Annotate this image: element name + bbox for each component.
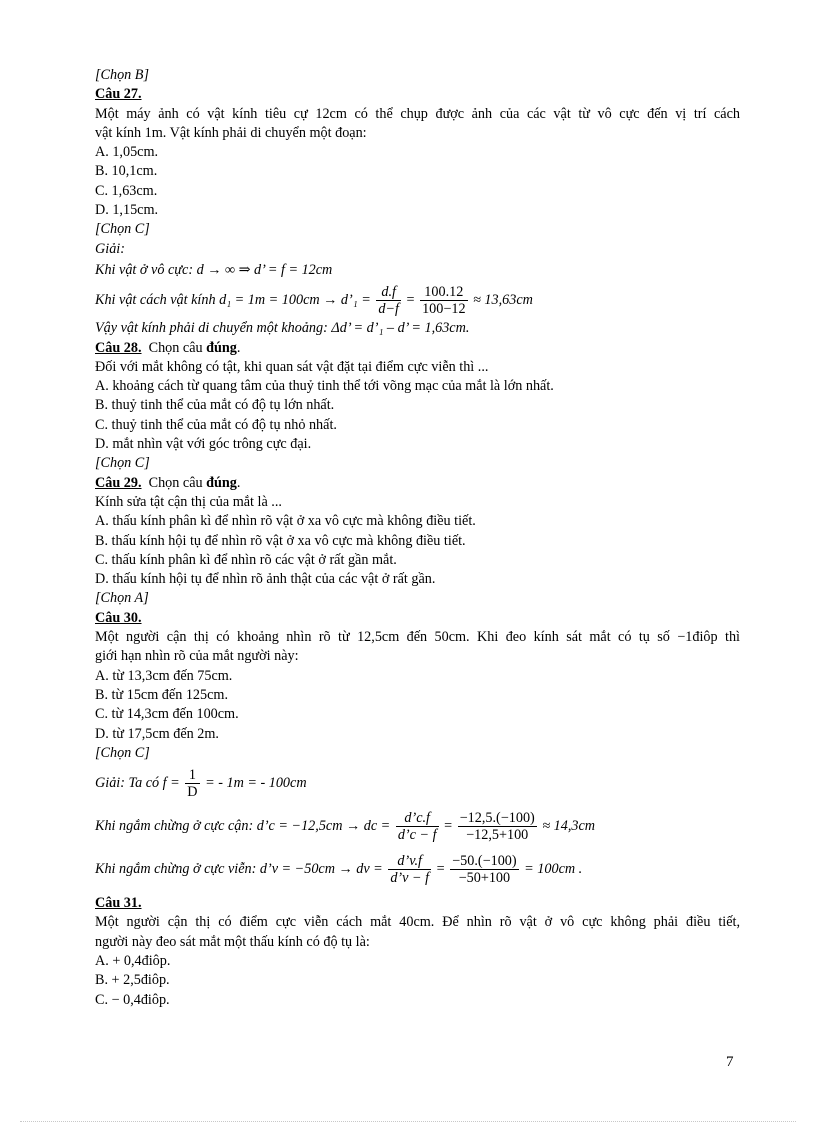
q30-eq2-f1-num: d’c.f <box>396 810 439 827</box>
q30-answer: [Chọn C] <box>95 744 150 761</box>
q27-option-a: A. 1,05cm. <box>95 144 159 161</box>
q30-option-a: A. từ 13,3cm đến 75cm. <box>95 667 233 684</box>
q31-option-c: C. − 0,4điôp. <box>95 991 170 1008</box>
q27-eq3: Vậy vật kính phải di chuyển một khoảng: Δd’ = d’₁ – d’ = 1,63cm. <box>95 320 470 337</box>
q30-line1: Một người cận thị có khoảng nhìn rõ từ 12,5cm đến 50cm. Khi đeo kính sát mắt có tụ số −1điôp thì <box>95 629 740 646</box>
q29-prompt: Chọn câu <box>148 474 203 491</box>
q30-eq1-left: Giải: Ta có f = <box>95 774 180 791</box>
q30-eq1-right: = - 1m = - 100cm <box>205 774 307 791</box>
q30-eq2-fraction-2 <box>458 810 537 843</box>
q30-line2: giới hạn nhìn rõ của mắt người này: <box>95 648 299 665</box>
q30-eq3-f2-num: −50.(−100) <box>452 853 517 870</box>
q30-eq2-f2-num: −12,5.(−100) <box>459 810 535 827</box>
q29-prompt-bold: đúng <box>206 474 237 491</box>
q27-eq2-fraction-2 <box>420 284 467 317</box>
q31-line1: Một người cận thị có điểm cực viễn cách mắt 40cm. Để nhìn rõ vật ở vô cực không phải điều tiết, <box>95 914 740 931</box>
q29-heading-line: Câu 29. Chọn câu đúng. <box>95 474 241 491</box>
q30-option-c: C. từ 14,3cm đến 100cm. <box>95 706 239 723</box>
q31-option-b: B. + 2,5điôp. <box>95 972 170 989</box>
q30-eq2-result: ≈ 14,3cm <box>542 817 596 834</box>
q27-eq2: Khi vật cách vật kính d₁ = 1m = 100cm → d’₁ = $\frac{d.f}{d-f}$ = $\frac{100.12}{100-12}$ ≈ 13,63cm <box>95 284 533 318</box>
q29-heading: Câu 29. <box>95 474 142 491</box>
q30-eq3-left: Khi ngắm chừng ở cực viễn: d’v = −50cm → dv = <box>95 860 383 877</box>
q27-eq2-f2-num: 100.12 <box>420 284 467 301</box>
page-bottom-divider <box>20 1121 796 1122</box>
q28-heading: Câu 28. <box>95 339 142 356</box>
q29-option-d: D. thấu kính hội tụ để nhìn rõ ảnh thật của các vật ở rất gần. <box>95 571 436 588</box>
q27-heading: Câu 27. <box>95 86 142 103</box>
q30-eq3-result: = 100cm . <box>524 860 583 877</box>
content-column <box>95 66 740 1010</box>
prev-answer: [Chọn B] <box>95 67 149 83</box>
q30-eq3-f1-den: d’v − f <box>390 870 430 887</box>
q30-eq2-left: Khi ngắm chừng ở cực cận: d’c = −12,5cm → dc = <box>95 817 391 834</box>
q27-option-c: C. 1,63cm. <box>95 182 158 199</box>
q27-eq2-result: ≈ 13,63cm <box>473 292 533 309</box>
q30-eq1 <box>95 767 740 800</box>
q28-option-a: A. khoảng cách từ quang tâm của thuỷ tinh thể tới võng mạc của mắt là lớn nhất. <box>95 378 554 395</box>
q29-option-b: B. thấu kính hội tụ để nhìn rõ vật ở xa vô cực mà không điều tiết. <box>95 532 466 549</box>
q28-answer: [Chọn C] <box>95 455 150 472</box>
q28-option-c: C. thuỷ tinh thể của mắt có độ tụ nhỏ nhất. <box>95 416 337 433</box>
q30-eq1-den: D <box>187 784 198 801</box>
q27-solution-label: Giải: <box>95 240 125 257</box>
q27-option-d: D. 1,15cm. <box>95 202 159 219</box>
q28-prompt-bold: đúng <box>206 339 237 356</box>
q28-option-d: D. mắt nhìn vật với góc trông cực đại. <box>95 436 312 453</box>
q31-heading: Câu 31. <box>95 895 142 912</box>
q30-eq3-fraction-2 <box>450 853 518 886</box>
q29-option-c: C. thấu kính phân kì để nhìn rõ các vật ở rất gần mắt. <box>95 551 397 568</box>
q30-eq3-f2-den: −50+100 <box>458 870 511 887</box>
q27-answer: [Chọn C] <box>95 221 150 238</box>
q30-eq2: Khi ngắm chừng ở cực cận: d’c = −12,5cm → dc = $\frac{d’c.f}{d’c - f}$ = $\frac{-12,5.(-100)}{-12,5+100}$ ≈ 14,3cm <box>95 810 596 844</box>
q27-eq2-f2-den: 100−12 <box>422 301 466 318</box>
page-number: 7 <box>726 1054 734 1070</box>
q30-eq2-fraction-1 <box>396 810 439 843</box>
q29-option-a: A. thấu kính phân kì để nhìn rõ vật ở xa vô cực mà không điều tiết. <box>95 513 476 530</box>
q27-eq2-left: Khi vật cách vật kính d₁ = 1m = 100cm → d’₁ = <box>95 292 371 309</box>
q27-line2: vật kính 1m. Vật kính phải di chuyển một đoạn: <box>95 124 367 141</box>
q27-eq2-f1-den: d−f <box>378 301 399 318</box>
q30-eq3-fraction-1 <box>388 853 431 886</box>
q30-option-b: B. từ 15cm đến 125cm. <box>95 686 228 703</box>
q30-eq2-f1-den: d’c − f <box>397 827 437 844</box>
q30-eq2-f2-den: −12,5+100 <box>466 827 529 844</box>
q27-eq2-f1-num: d.f <box>376 284 401 301</box>
q31-line2: người này đeo sát mắt một thấu kính có độ tụ là: <box>95 933 370 950</box>
q28-heading-line: Câu 28. Chọn câu đúng. <box>95 339 241 356</box>
q30-heading: Câu 30. <box>95 609 142 626</box>
q27-eq2-fraction-1 <box>376 284 401 317</box>
q30-eq1-num: 1 <box>185 767 199 784</box>
q27-eq1: Khi vật ở vô cực: d → ∞ ⇒ d’ = f = 12cm <box>95 261 333 278</box>
q30-eq3: Khi ngắm chừng ở cực viễn: d’v = −50cm → dv = $\frac{d’v.f}{d’v - f}$ = $\frac{-50.(-100)}{-50+100}$ = 100cm . <box>95 853 583 887</box>
q27-option-b: B. 10,1cm. <box>95 163 158 180</box>
q27-line1: Một máy ảnh có vật kính tiêu cự 12cm có thể chụp được ảnh của các vật từ vô cực đến vị trí cách <box>95 105 740 122</box>
q29-line1: Kính sửa tật cận thị của mắt là ... <box>95 493 282 510</box>
q30-eq1-fraction <box>185 767 199 800</box>
q30-option-d: D. từ 17,5cm đến 2m. <box>95 725 219 742</box>
q28-option-b: B. thuỷ tinh thể của mắt có độ tụ lớn nhất. <box>95 397 335 414</box>
q29-answer: [Chọn A] <box>95 590 149 607</box>
q31-option-a: A. + 0,4điôp. <box>95 952 171 969</box>
q28-line1: Đối với mắt không có tật, khi quan sát vật đặt tại điểm cực viễn thì ... <box>95 358 489 375</box>
q30-eq3-f1-num: d’v.f <box>388 853 431 870</box>
q28-prompt: Chọn câu <box>148 339 203 356</box>
